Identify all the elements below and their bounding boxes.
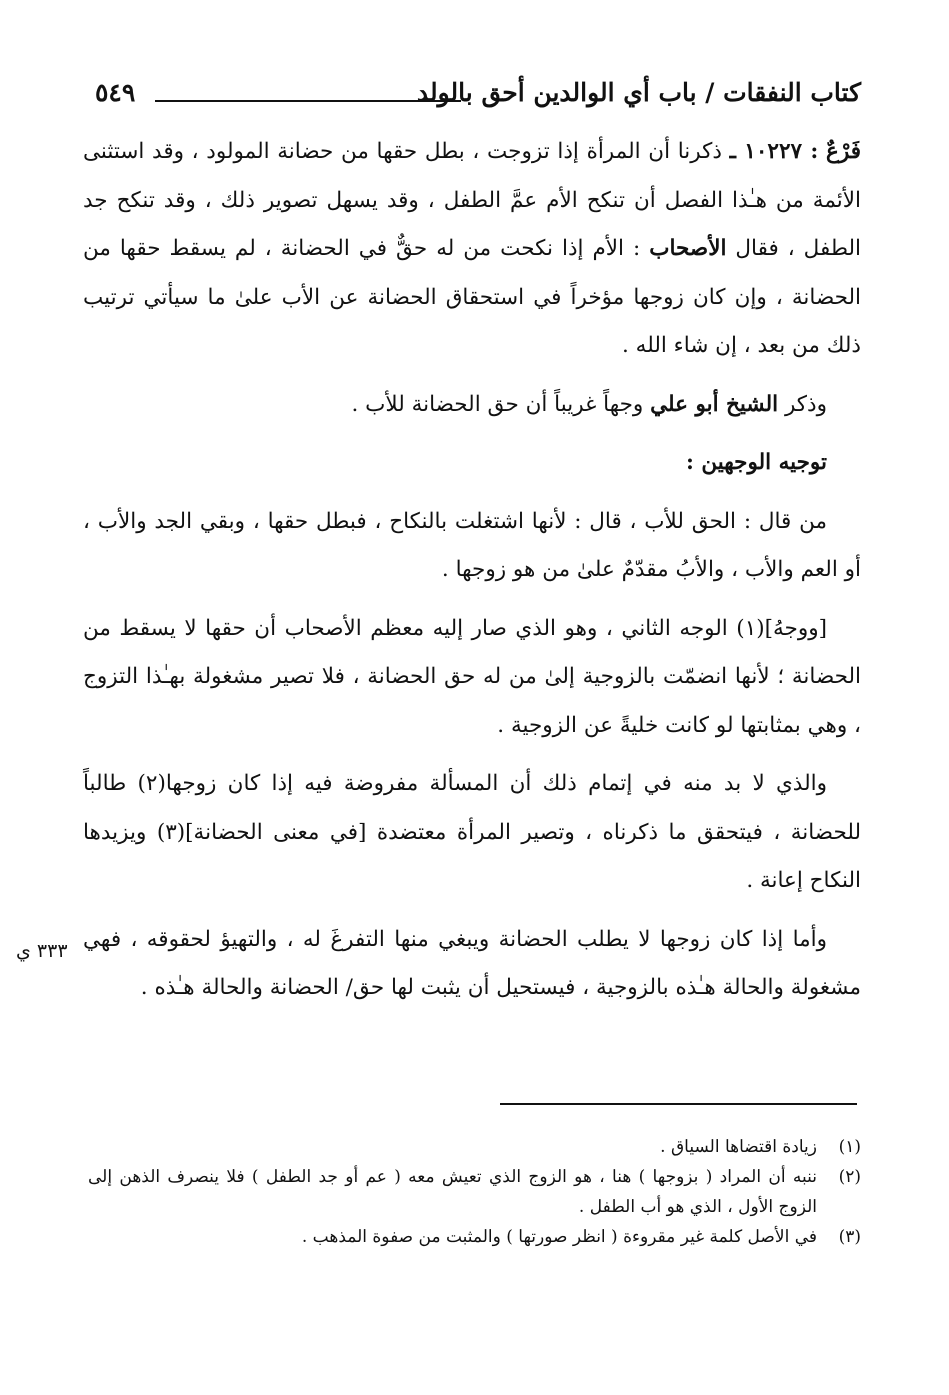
paragraph-5: والذي لا بد منه في إتمام ذلك أن المسألة مفروضة فيه إذا كان زوجها(٢) طالباً للحضانة ، فيتحقق ما ذكرناه ، وتصير المرأة معتضدة [في معنى الحضانة](٣) ويزيدها النكاح إعانة .	[83, 771, 861, 893]
footnote-text: زيادة اقتضاها السياق .	[660, 1137, 817, 1157]
ashab-term: الأصحاب	[649, 236, 727, 261]
footnote-text: في الأصل كلمة غير مقروءة ( انظر صورتها ) والمثبت من صفوة المذهب .	[301, 1227, 817, 1247]
page-number: ٥٤٩	[95, 78, 136, 107]
manuscript-folio-note: ٣٣٣ ي	[16, 940, 68, 962]
main-text	[83, 128, 861, 1023]
paragraph-6: وأما إذا كان زوجها لا يطلب الحضانة ويبغي منها التفرغَ له ، والتهيؤ لحقوقه ، فهي مشغولة والحالة هـٰذه بالزوجية ، فيستحيل أن يثبت لها حق/ الحضانة والحالة هـٰذه .	[83, 926, 861, 1000]
paragraph-1	[83, 128, 861, 371]
footnote-number: (٣)	[838, 1227, 861, 1247]
sheikh-name: الشيخ أبو علي	[650, 391, 779, 417]
running-header	[95, 78, 861, 118]
footnotes	[88, 1132, 861, 1252]
header-rule	[155, 100, 461, 102]
footnote-divider	[500, 1103, 857, 1105]
footnote-number: (٢)	[838, 1167, 861, 1187]
footnote	[88, 1222, 861, 1252]
section-label: فَرْعٌ	[826, 139, 861, 164]
issue-number: : ١٠٢٢٧ ـ	[729, 139, 819, 164]
footnote-number: (١)	[838, 1137, 861, 1157]
paragraph-2	[83, 381, 861, 430]
paragraph-2-text-cont: وجهاً غريباً أن حق الحضانة للأب .	[351, 391, 651, 417]
header-title: كتاب النفقات / باب أي الوالدين أحق بالولد	[416, 78, 861, 107]
paragraph-3: من قال : الحق للأب ، قال : لأنها اشتغلت بالنكاح ، فبطل حقها ، وبقي الجد والأب ، أو العم والأب ، والأبُ مقدّمٌ علىٰ من هو زوجها .	[83, 508, 861, 582]
footnote	[88, 1162, 861, 1222]
footnote	[88, 1132, 861, 1162]
paragraph-4: [ووجهُ](١) الوجه الثاني ، وهو الذي صار إليه معظم الأصحاب أن حقها لا يسقط من الحضانة ؛ لأنها انضمّت بالزوجية إلىٰ من له حق الحضانة ، فلا تصير مشغولة بهـٰذا التزوج ، وهي بمثابتها لو كانت خليةً عن الزوجية .	[83, 615, 861, 738]
paragraph-1-text: ذكرنا أن المرأة إذا تزوجت ، بطل حقها من حضانة المولود ، وقد استثنى الأئمة من هـٰذا الفصل أن تنكح الأم عمَّ الطفل ، وقد يسهل تصوير ذلك ، وقد تنكح جد الطفل ، فقال	[83, 139, 861, 261]
paragraph-2-text: وذكر	[778, 391, 827, 417]
section-heading: توجيه الوجهين :	[686, 450, 827, 475]
footnote-text: ننبه أن المراد ( بزوجها ) هنا ، هو الزوج الذي تعيش معه ( عم أو جد الطفل ) فلا ينصرف الذهن إلى الزوج الأول ، الذي هو أب الطفل .	[88, 1167, 817, 1217]
paragraph-1-text-cont: : الأم إذا نكحت من له حقٌّ في الحضانة ، لم يسقط حقها من الحضانة ، وإن كان زوجها مؤخراً في استحقاق الحضانة عن الأب علىٰ ما سيأتي ترتيب ذلك من بعد ، إن شاء الله .	[83, 236, 861, 358]
